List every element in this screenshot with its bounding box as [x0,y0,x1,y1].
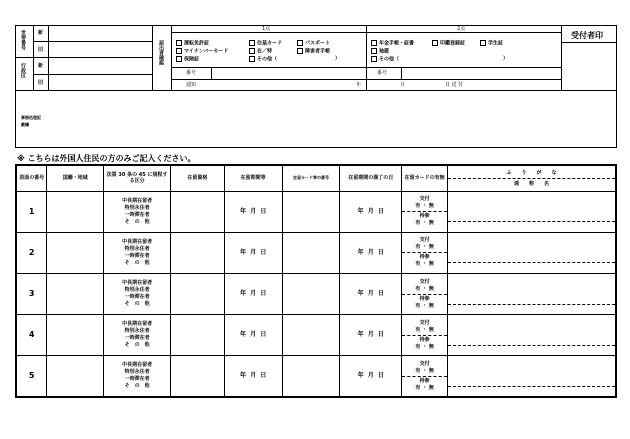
id1-item-5: 障害者手帳 [297,48,330,55]
hline-jimu [15,90,617,91]
name-cell[interactable] [448,232,616,273]
id2-item-1: 印鑑登録証 [432,40,465,47]
id2-item-0: 年金手帳・証書 [371,40,414,47]
status-cell[interactable] [170,273,224,314]
nationality-cell[interactable] [47,191,104,232]
id2-item-4: その他（ [371,56,399,63]
expiry-cell[interactable]: 年 月 日 [340,191,402,232]
expiry-cell[interactable]: 年 月 日 [340,315,402,356]
header-nationality: 国籍・地域 [47,165,104,191]
row-no: 3 [16,273,47,314]
header-period: 在留期間等 [224,165,282,191]
vline-uketsuke [561,25,562,90]
period-cell[interactable]: 年 月 日 [224,232,282,273]
id2-item-2: 学生証 [480,40,503,47]
id1-item-6: 保険証 [176,56,199,63]
card-no-cell[interactable] [282,191,340,232]
point1-label: 1点 [262,26,271,32]
name-cell[interactable] [448,273,616,314]
bango-label-1: 番号 [186,70,197,76]
id1-item-1: 住基カード [249,40,282,47]
status-cell[interactable] [170,191,224,232]
tsuchi-tsuki: 月 [400,82,406,88]
category-cell[interactable]: 中長期在留者 特別永住者 一時滞在者 そ の 他 [104,315,171,356]
card-no-cell[interactable] [282,315,340,356]
hline-points [171,32,561,33]
header-tsusho: 通 称 名 [514,180,550,187]
status-cell[interactable] [170,356,224,397]
period-cell[interactable]: 年 月 日 [224,273,282,314]
category-cell[interactable]: 中長期在留者 特別永住者 一時滞在者 そ の 他 [104,356,171,397]
tsuchi-hi: 日 送 付 [445,82,464,88]
tsuchi-nen: 年 [356,82,362,88]
name-cell[interactable] [448,315,616,356]
header-card-no: 在留カード等の番号 [282,165,340,191]
header-expiry: 在留期間の満了の日 [340,165,402,191]
category-cell[interactable]: 中長期在留者 特別永住者 一時滞在者 そ の 他 [104,273,171,314]
hline-tsuchi [171,79,561,80]
gyosei-label: 行政区 [20,63,26,78]
table-row [16,356,616,397]
status-cell[interactable] [170,232,224,273]
kyu-label-1: 旧 [38,47,44,53]
vline-todokede-l [152,25,153,90]
expiry-cell[interactable]: 年 月 日 [340,232,402,273]
status-cell[interactable] [170,315,224,356]
card-have-cell[interactable]: 交付 有 ・ 無 持参 有 ・ 無 [402,356,448,397]
vline-bango-1 [211,67,212,79]
hline-setai [15,57,152,58]
hline-bango [171,67,561,68]
header-furigana: ふ り が な [448,170,615,179]
uketsuke-label: 受付者印 [571,31,603,40]
header-status: 在留資格 [170,165,224,191]
category-cell[interactable]: 中長期在留者 特別永住者 一時滞在者 そ の 他 [104,232,171,273]
period-cell[interactable]: 年 月 日 [224,191,282,232]
table-row [16,232,616,273]
bango-label-2: 番号 [377,70,388,76]
nationality-cell[interactable] [47,232,104,273]
card-no-cell[interactable] [282,232,340,273]
hline-2 [33,74,152,75]
header-article30: 法第 30 条の 45 に規程する区分 [104,165,171,191]
card-have-cell[interactable]: 交付 有 ・ 無 持参 有 ・ 無 [402,232,448,273]
foreign-resident-table [15,164,617,398]
row-no: 4 [16,315,47,356]
header-card-have: 在留カードの有無 [402,165,448,191]
table-row [16,315,616,356]
expiry-cell[interactable]: 年 月 日 [340,273,402,314]
nationality-cell[interactable] [47,273,104,314]
period-cell[interactable]: 年 月 日 [224,315,282,356]
row-no: 5 [16,356,47,397]
row-no: 1 [16,191,47,232]
id1-item-7: その他（ [249,56,277,63]
category-cell[interactable]: 中長期在留者 特別永住者 一時滞在者 そ の 他 [104,191,171,232]
shin-label-1: 新 [38,30,44,36]
notice-text: ※ こちらは外国人住民の方のみご記入ください。 [17,154,196,163]
jimu-label: 事務処理記載欄 [21,115,41,127]
vline-mid [366,25,367,90]
id1-item-2: パスポート [297,40,330,47]
card-no-cell[interactable] [282,273,340,314]
period-cell[interactable]: 年 月 日 [224,356,282,397]
hline-uketsuke [562,42,617,43]
point2-label: 2点 [457,26,466,32]
table-header-row [16,165,616,191]
tsuchi-label: 通知 [186,82,197,88]
nationality-cell[interactable] [47,356,104,397]
card-have-cell[interactable]: 交付 有 ・ 無 持参 有 ・ 無 [402,273,448,314]
expiry-cell[interactable]: 年 月 日 [340,356,402,397]
table-row [16,191,616,232]
id1-item-4: 在／特 [249,48,272,55]
id1-item-8: ） [335,56,341,62]
todokede-label: 届出者確認 [158,40,164,65]
header-row-no: 表面の番号 [16,165,47,191]
shin-label-2: 新 [38,63,44,69]
card-have-cell[interactable]: 交付 有 ・ 無 持参 有 ・ 無 [402,191,448,232]
id1-item-3: マイナンバーカード [176,48,228,55]
id2-item-3: 袖證 [371,48,389,55]
card-have-cell[interactable]: 交付 有 ・ 無 持参 有 ・ 無 [402,315,448,356]
setai-label: 世帯番号 [20,30,26,50]
vline-bango-2 [401,67,402,79]
name-cell[interactable] [448,356,616,397]
name-cell[interactable] [448,191,616,232]
id2-item-5: ） [503,56,509,62]
vline-todokede-r [171,25,172,90]
id1-item-0: 運転免許証 [176,40,209,47]
hline-1 [33,41,152,42]
row-no: 2 [16,232,47,273]
header-name [448,165,616,191]
table-row [16,273,616,314]
card-no-cell[interactable] [282,356,340,397]
nationality-cell[interactable] [47,315,104,356]
kyu-label-2: 旧 [38,80,44,86]
